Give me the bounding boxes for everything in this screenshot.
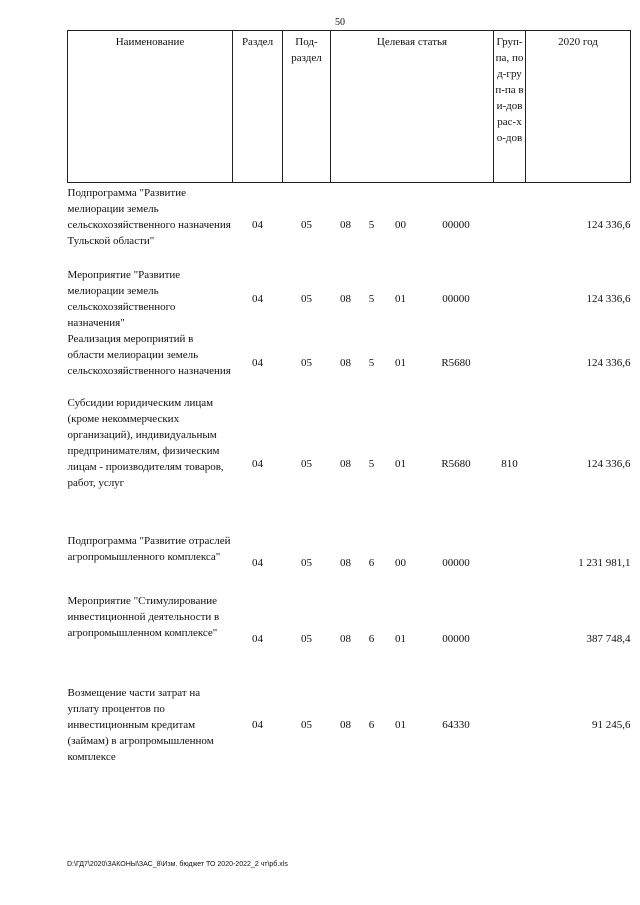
- row-group: [494, 183, 526, 267]
- row-sum: 124 336,6: [586, 218, 631, 231]
- target-direction: 00000: [442, 218, 470, 231]
- target-event: 01: [395, 718, 406, 731]
- row-target: [331, 593, 494, 685]
- header-target: Целевая статья: [331, 31, 494, 183]
- target-event: 01: [395, 632, 406, 645]
- row-podrazdel: 05: [301, 457, 312, 470]
- row-target: [331, 183, 494, 267]
- row-group: [494, 267, 526, 331]
- target-event: 01: [395, 457, 406, 470]
- row-razdel: 04: [252, 632, 263, 645]
- row-target: [331, 331, 494, 395]
- header-name: Наименование: [68, 31, 233, 183]
- row-razdel: 04: [252, 556, 263, 569]
- target-program: 08: [340, 556, 351, 569]
- target-event: 00: [395, 218, 406, 231]
- row-target: [331, 267, 494, 331]
- row-podrazdel: 05: [301, 556, 312, 569]
- row-name: Мероприятие "Стимулирование инвестиционной деятельности в агропромышленном комплексе": [67, 594, 220, 639]
- table-row: [68, 533, 631, 593]
- target-event: 00: [395, 556, 406, 569]
- target-subprogram: 5: [368, 292, 375, 305]
- row-sum: 124 336,6: [586, 292, 631, 305]
- target-subprogram: 5: [368, 457, 375, 470]
- target-direction: 00000: [442, 632, 470, 645]
- row-name: Подпрограмма "Развитие отраслей агропромышленного комплекса": [67, 534, 231, 563]
- header-podrazdel: Под-раздел: [283, 31, 331, 183]
- target-direction: 64330: [442, 718, 470, 731]
- row-razdel: 04: [252, 457, 263, 470]
- table-header-row: [68, 31, 631, 183]
- target-direction: R5680: [441, 356, 471, 369]
- target-program: 08: [340, 632, 351, 645]
- target-subprogram: 5: [368, 218, 375, 231]
- table-row: [68, 395, 631, 533]
- row-group: [494, 331, 526, 395]
- row-razdel: 04: [252, 292, 263, 305]
- target-program: 08: [340, 718, 351, 731]
- row-razdel: 04: [252, 718, 263, 731]
- budget-table: [67, 30, 631, 765]
- header-group: Груп-па, под-груп-па ви-дов рас-хо-дов: [494, 31, 526, 183]
- target-direction: R5680: [441, 457, 471, 470]
- row-razdel: 04: [252, 218, 263, 231]
- row-sum: 124 336,6: [586, 356, 631, 369]
- row-sum: 124 336,6: [586, 457, 631, 470]
- row-name: Мероприятие "Развитие мелиорации земель сельскохозяйственного назначения": [67, 268, 181, 329]
- row-target: [331, 533, 494, 593]
- target-direction: 00000: [442, 556, 470, 569]
- row-target: [331, 685, 494, 765]
- row-sum: 1 231 981,1: [578, 556, 631, 569]
- target-program: 08: [340, 457, 351, 470]
- table-row: [68, 183, 631, 267]
- file-path-footer: D:\ГД7\2020\ЗАКОНЫ\ЗАС_8\Изм. бюджет ТО 2020-2022_2 чт\рб.xls: [67, 861, 288, 868]
- target-event: 01: [395, 292, 406, 305]
- target-program: 08: [340, 356, 351, 369]
- target-program: 08: [340, 292, 351, 305]
- row-name: Возмещение части затрат на уплату процентов по инвестиционным кредитам (займам) в агропромышленном комплексе: [67, 686, 214, 763]
- row-sum: 91 245,6: [592, 718, 631, 731]
- target-subprogram: 5: [368, 356, 375, 369]
- table-row: [68, 267, 631, 331]
- target-subprogram: 6: [368, 718, 375, 731]
- target-subprogram: 6: [368, 556, 375, 569]
- table-row: [68, 685, 631, 765]
- row-podrazdel: 05: [301, 632, 312, 645]
- row-group: [494, 685, 526, 765]
- row-sum: 387 748,4: [586, 632, 631, 645]
- row-podrazdel: 05: [301, 292, 312, 305]
- row-name: Реализация мероприятий в области мелиорации земель сельскохозяйственного назначения: [67, 332, 231, 377]
- target-event: 01: [395, 356, 406, 369]
- header-razdel: Раздел: [233, 31, 283, 183]
- row-group: [494, 593, 526, 685]
- row-group: [494, 533, 526, 593]
- row-razdel: 04: [252, 356, 263, 369]
- row-podrazdel: 05: [301, 218, 312, 231]
- target-subprogram: 6: [368, 632, 375, 645]
- table-row: [68, 331, 631, 395]
- page-number: 50: [335, 17, 345, 28]
- table-row: [68, 593, 631, 685]
- target-program: 08: [340, 218, 351, 231]
- header-year: 2020 год: [526, 31, 631, 183]
- row-name: Подпрограмма "Развитие мелиорации земель сельскохозяйственного назначения Тульской области": [67, 187, 231, 247]
- row-name: Субсидии юридическим лицам (кроме некоммерческих организаций), индивидуальным предпринимателям, физическим лицам - производителям товаров, работ, услуг: [67, 396, 224, 489]
- row-podrazdel: 05: [301, 718, 312, 731]
- row-group: 810: [501, 457, 518, 470]
- target-direction: 00000: [442, 292, 470, 305]
- row-podrazdel: 05: [301, 356, 312, 369]
- row-target: [331, 395, 494, 533]
